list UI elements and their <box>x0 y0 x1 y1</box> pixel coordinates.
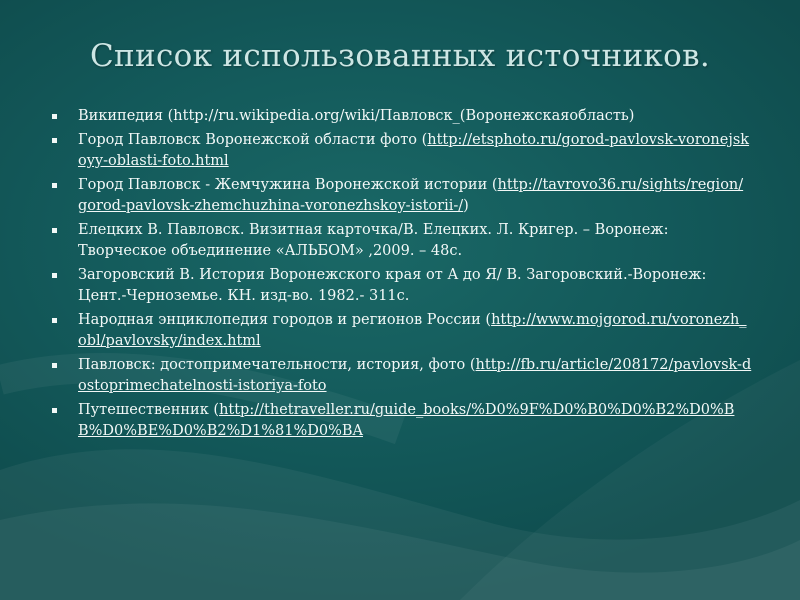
list-item <box>52 310 752 352</box>
source-text: Путешественник ( <box>78 402 220 418</box>
slide-title: Список использованных источников. <box>90 38 710 74</box>
bullet-icon <box>52 228 57 233</box>
bullet-icon <box>52 183 57 188</box>
list-item <box>52 355 752 397</box>
list-item <box>52 400 752 442</box>
list-item <box>52 106 752 127</box>
bullet-icon <box>52 114 57 119</box>
source-text: Павловск: достопримечательности, история, фото ( <box>78 357 476 373</box>
list-item <box>52 175 752 217</box>
source-text: Город Павловск Воронежской области фото ( <box>78 132 428 148</box>
source-text: Загоровский В. История Воронежского края от А до Я/ В. Загоровский.-Воронеж: Цент.-Черноземье. КН. изд-во. 1982.- 311с. <box>78 267 707 304</box>
bullet-icon <box>52 273 57 278</box>
list-item <box>52 130 752 172</box>
source-link[interactable]: http://fb.ru/article/208172/pavlovsk-dostoprimechatelnosti-istoriya-foto <box>78 357 752 394</box>
sources-list <box>52 106 752 445</box>
source-link[interactable]: http://thetraveller.ru/guide_books/%D0%9F%D0%B0%D0%B2%D0%BB%D0%BE%D0%B2%D1%81%D0%BA <box>78 402 735 439</box>
source-text: Народная энциклопедия городов и регионов России ( <box>78 312 492 328</box>
list-item <box>52 265 752 307</box>
source-text: Город Павловск - Жемчужина Воронежской истории ( <box>78 177 498 193</box>
bullet-icon <box>52 408 57 413</box>
source-text: Елецких В. Павловск. Визитная карточка/В. Елецких. Л. Кригер. – Воронеж: Творческое объединение «АЛЬБОМ» ,2009. – 48с. <box>78 222 669 259</box>
bullet-icon <box>52 363 57 368</box>
source-link[interactable]: http://etsphoto.ru/gorod-pavlovsk-voronejskoyy-oblasti-foto.html <box>78 132 750 169</box>
source-link[interactable]: http://tavrovo36.ru/sights/region/gorod-pavlovsk-zhemchuzhina-voronezhskoy-istorii-/ <box>78 177 744 214</box>
source-link[interactable]: http://www.mojgorod.ru/voronezh_obl/pavlovsky/index.html <box>78 312 747 349</box>
list-item <box>52 220 752 262</box>
bullet-icon <box>52 138 57 143</box>
source-text: Википедия (http://ru.wikipedia.org/wiki/Павловск_(Воронежскаяобласть) <box>78 108 635 124</box>
bullet-icon <box>52 318 57 323</box>
source-text-tail: ) <box>463 198 469 214</box>
